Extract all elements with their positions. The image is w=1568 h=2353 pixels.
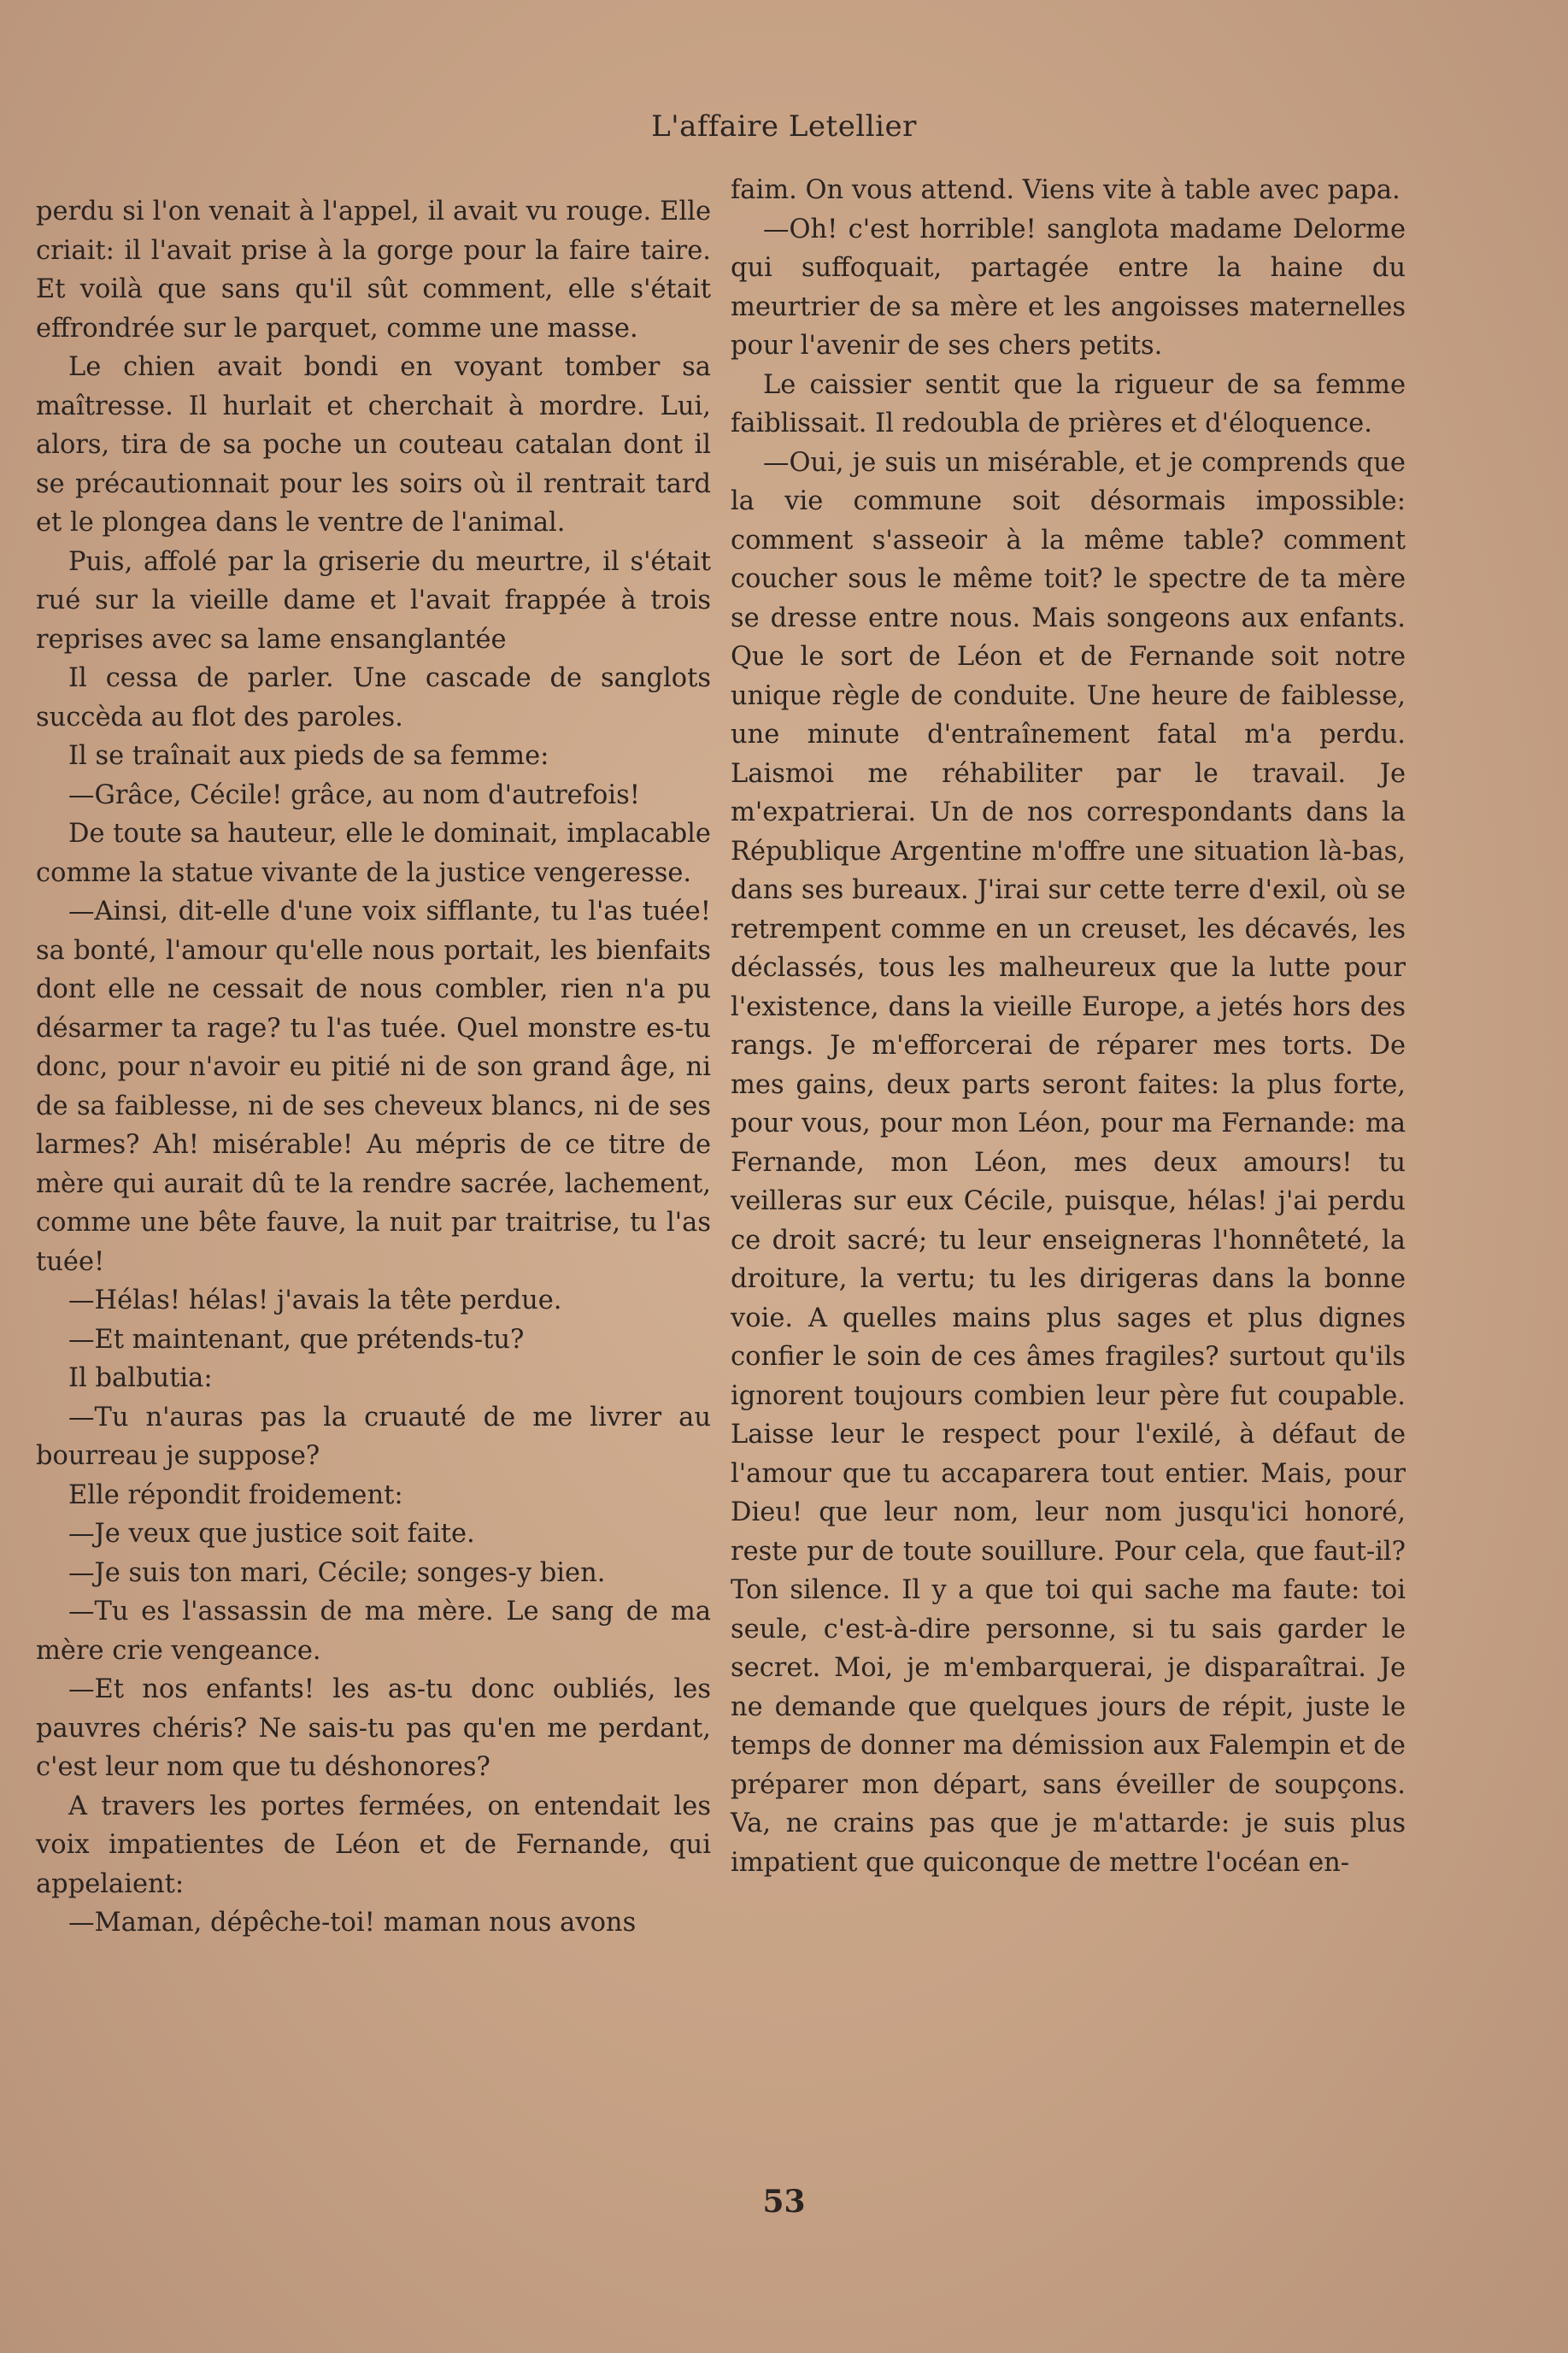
paragraph: —Ainsi, dit-elle d'une voix sifflante, tu l'as tuée! sa bonté, l'amour qu'elle nous portait, les bienfaits dont elle ne cessait de nous combler, rien n'a pu désarmer ta rage? tu l'as tuée. Quel monstre es-tu donc, pour n'avoir eu pitié ni de son grand âge, ni de sa faiblesse, ni de ses cheveux blancs, ni de ses larmes? Ah! misérable! Au mépris de ce titre de mère qui aurait dû te la rendre sacrée, lachement, comme une bête fauve, la nuit par traitrise, tu l'as tuée! (36, 897, 711, 1277)
paragraph: Elle répondit froidement: (68, 1479, 403, 1510)
paragraph: —Tu es l'assassin de ma mère. Le sang de ma mère crie vengeance. (36, 1597, 711, 1666)
paragraph: —Et maintenant, que prétends-tu? (68, 1324, 525, 1355)
paragraph: —Oh! c'est horrible! sanglota madame Delorme qui suffoquait, partagée entre la haine du meurtrier de sa mère et les angoisses maternelles pour l'avenir de ses chers petits. (731, 214, 1406, 361)
left-column (36, 192, 711, 1943)
paragraph: Il cessa de parler. Une cascade de sanglots succèda au flot des paroles. (36, 663, 711, 732)
paragraph: —Tu n'auras pas la cruauté de me livrer au bourreau je suppose? (36, 1402, 711, 1471)
paragraph: perdu si l'on venait à l'appel, il avait vu rouge. Elle criait: il l'avait prise à la gorge pour la faire taire. Et voilà que sans qu'il sût comment, elle s'était effrondrée sur le parquet, comme une masse. (36, 197, 711, 344)
paragraph: —Et nos enfants! les as-tu donc oubliés, les pauvres chéris? Ne sais-tu pas qu'en me perdant, c'est leur nom que tu déshonores? (36, 1674, 711, 1782)
paragraph: Le caissier sentit que la rigueur de sa femme faiblissait. Il redoubla de prières et d'éloquence. (731, 369, 1406, 438)
page-number: 53 (762, 2184, 806, 2220)
paragraph: faim. On vous attend. Viens vite à table avec papa. (731, 175, 1401, 205)
right-column (731, 171, 1406, 1882)
paragraph: —Hélas! hélas! j'avais la tête perdue. (68, 1285, 562, 1315)
paragraph: Il se traînait aux pieds de sa femme: (68, 741, 549, 771)
paragraph: —Maman, dépêche-toi! maman nous avons (68, 1908, 637, 1938)
paragraph: Le chien avait bondi en voyant tomber sa maîtresse. Il hurlait et cherchait à mordre. Lui, alors, tira de sa poche un couteau catalan dont il se précautionnait pour les soirs où il rentrait tard et le plongea dans le ventre de l'animal. (36, 352, 711, 538)
paragraph: —Grâce, Cécile! grâce, au nom d'autrefois! (68, 779, 641, 810)
paragraph: Puis, affolé par la griserie du meurtre, il s'était rué sur la vieille dame et l'avait frappée à trois reprises avec sa lame ensanglantée (36, 546, 711, 655)
paragraph: —Oui, je suis un misérable, et je comprends que la vie commune soit désormais impossible: comment s'asseoir à la même table? comment coucher sous le même toit? le spectre de ta mère se dresse entre nous. Mais songeons aux enfants. Que le sort de Léon et de Fernande soit notre unique règle de conduite. Une heure de faiblesse, une minute d'entraînement fatal m'a perdu. Laismoi me réhabiliter par le travail. Je m'expatrierai. Un de nos correspondants dans la République Argentine m'offre une situation là-bas, dans ses bureaux. J'irai sur cette terre d'exil, où se retrempent comme en un creuset, les décavés, les déclassés, tous les malheureux que la lutte pour l'existence, dans la vieille Europe, a jetés hors des rangs. Je m'efforcerai de réparer mes torts. De mes gains, deux parts seront faites: la plus forte, pour vous, pour mon Léon, pour ma Fernande: ma Fernande, mon Léon, mes deux amours! tu veilleras sur eux Cécile, puisque, hélas! j'ai perdu ce droit sacré; tu leur enseigneras l'honnêteté, la droiture, la vertu; tu les dirigeras dans la bonne voie. A quelles mains plus sages et plus dignes confier le soin de ces âmes fragiles? surtout qu'ils ignorent toujours combien leur père fut coupable. Laisse leur le respect pour l'exilé, à défaut de l'amour que tu accaparera tout entier. Mais, pour Dieu! que leur nom, leur nom jusqu'ici honoré, reste pur de toute souillure. Pour cela, que faut-il? Ton silence. Il y a que toi qui sache ma faute: toi seule, c'est-à-dire personne, si tu sais garder le secret. Moi, je m'embarquerai, je disparaîtrai. Je ne demande que quelques jours de répit, juste le temps de donner ma démission aux Falempin et de préparer mon départ, sans éveiller de soupçons. Va, ne crains pas que je m'attarde: je suis plus impatient que quiconque de mettre l'océan en- (731, 447, 1406, 1878)
running-header: L'affaire Letellier (651, 109, 917, 144)
paragraph: Il balbutia: (68, 1363, 213, 1393)
paragraph: A travers les portes fermées, on entendait les voix impatientes de Léon et de Fernande, qui appelaient: (36, 1791, 711, 1899)
paragraph: —Je suis ton mari, Cécile; songes-y bien. (68, 1557, 606, 1588)
paragraph: —Je veux que justice soit faite. (68, 1519, 475, 1549)
paragraph: De toute sa hauteur, elle le dominait, implacable comme la statue vivante de la justice vengeresse. (36, 819, 711, 888)
